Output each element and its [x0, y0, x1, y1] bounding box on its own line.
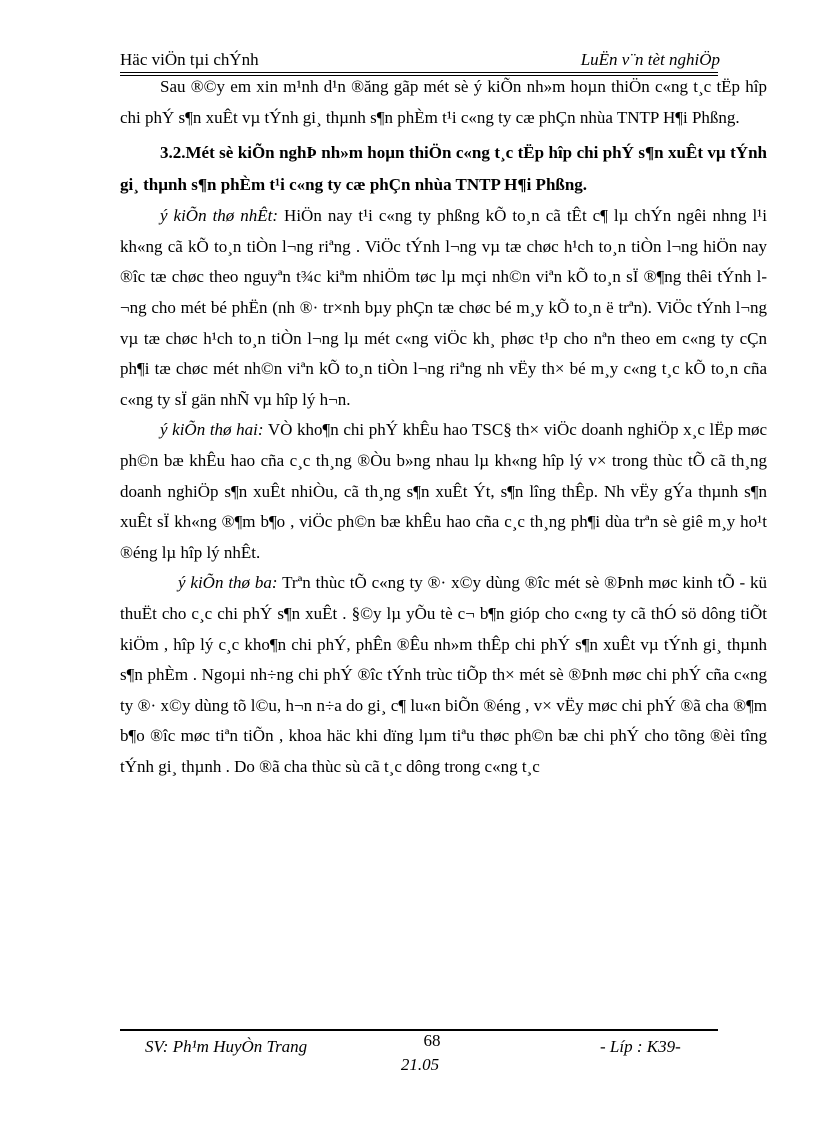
opinion-1-text: HiÖn nay t¹i c«ng ty phßng kÕ to¸n cã tÊt c¶ lµ chÝn ngêi nhng l¹i kh«ng cã kÕ to¸n tiÒn l¬ng riªng . ViÖc tÝnh l¬ng vµ tæ chøc h¹ch to¸n tiÒn l¬ng hiÖn nay ®îc tæ chøc theo nguyªn t¾c kiªm nhiÖm tøc lµ mçi nh©n viªn kÕ to¸n sÏ ®¶ng thêi tÝnh l¬ng cho mét bé phËn (nh ®· tr×nh bµy phÇn tæ chøc bé m¸y kÕ to¸n ë trªn). ViÖc tÝnh l¬ng vµ tæ chøc h¹ch to¸n tiÒn l¬ng lµ mét c«ng viÖc kh¸ phøc t¹p cho nªn theo em c«ng ty cÇn ph¶i tæ chøc mét nh©n viªn kÕ to¸n tiÒn l¬ng riªng nh vËy th× bé m¸y c«ng t¸c kÕ to¸n cña c«ng ty sÏ gän nhÑ vµ hîp lý h¬n. [120, 206, 767, 409]
paragraph-opinion-1 [120, 201, 767, 415]
footer-student: SV: Ph¹m HuyÒn Trang [145, 1037, 308, 1056]
opinion-2-label: ý kiÕn thø hai: [160, 420, 264, 440]
opinion-1-label: ý kiÕn thø nhÊt: [160, 206, 279, 226]
opinion-2-text: VÒ kho¶n chi phÝ khÊu hao TSC§ th× viÖc doanh nghiÖp x¸c lËp møc ph©n bæ khÊu hao cña c¸c th¸ng ®Òu b»ng nhau lµ kh«ng hîp lý v× trong thùc tÕ cã th¸ng doanh nghiÖp s¶n xuÊt nhiÒu, cã th¸ng s¶n xuÊt Ýt, s¶n lîng thÊp. Nh vËy gÝa thµnh s¶n xuÊt sÏ kh«ng ®¶m b¶o , viÖc ph©n bæ khÊu hao cña c¸c th¸ng ph¶i dùa trªn sè giê m¸y ho¹t ®éng lµ hîp lý nhÊt. [120, 420, 768, 562]
paragraph-intro: Sau ®©y em xin m¹nh d¹n ®ăng gãp mét sè ý kiÕn nh»m hoµn thiÖn c«ng t¸c tËp hîp chi phÝ s¶n xuÊt vµ tÝnh gi¸ thµnh s¶n phÈm t¹i c«ng ty cæ phÇn nhùa TNTP H¶i Phßng. [120, 77, 767, 127]
header-title: LuËn v¨n tèt nghiÖp [580, 50, 720, 69]
page-number: 68 [423, 1031, 441, 1050]
paragraph-opinion-2 [120, 415, 767, 568]
header-school: Häc viÖn tµi chÝnh [120, 50, 259, 69]
paragraph-opinion-3 [120, 568, 767, 782]
opinion-3-label: ý kiÕn thø ba: [178, 573, 278, 593]
footer-date: 21.05 [400, 1055, 440, 1074]
document-body [120, 72, 767, 782]
section-heading: 3.2.Mét sè kiÕn nghÞ nh»m hoµn thiÖn c«ng t¸c tËp hîp chi phÝ s¶n xuÊt vµ tÝnh gi¸ thµnh s¶n phÈm t¹i c«ng ty cæ phÇn nhùa TNTP H¶i Phßng. [120, 143, 767, 195]
footer-class: - Líp : K39- [600, 1037, 681, 1056]
opinion-3-text: Trªn thùc tÕ c«ng ty ®· x©y dùng ®îc mét sè ®Þnh møc kinh tÕ - kü thuËt cho c¸c chi phÝ s¶n xuÊt . §©y lµ yÕu tè c¬ b¶n gióp cho c«ng ty cã thÓ sö dông tiÕt kiÖm , hîp lý c¸c kho¶n chi phÝ, phÊn ®Êu nh»m thÊp chi phÝ s¶n xuÊt vµ tÝnh gi¸ thµnh s¶n phÈm . Ngoµi nh÷ng chi phÝ ®îc tÝnh trùc tiÕp th× mét sè ®Þnh møc chi phÝ cña c«ng ty ®· x©y dùng tõ l©u, h¬n n÷a do gi¸ c¶ lu«n biÕn ®éng , v× vËy møc chi phÝ ®ã cha ®¶m b¶o ®îc møc tiªn tiÕn , khoa häc khi dïng lµm tiªu thøc ph©n bæ chi phÝ cho tõng ®èi tîng tÝnh gi¸ thµnh . Do ®ã cha thùc sù cã t¸c dông trong c«ng t¸c [120, 573, 767, 776]
